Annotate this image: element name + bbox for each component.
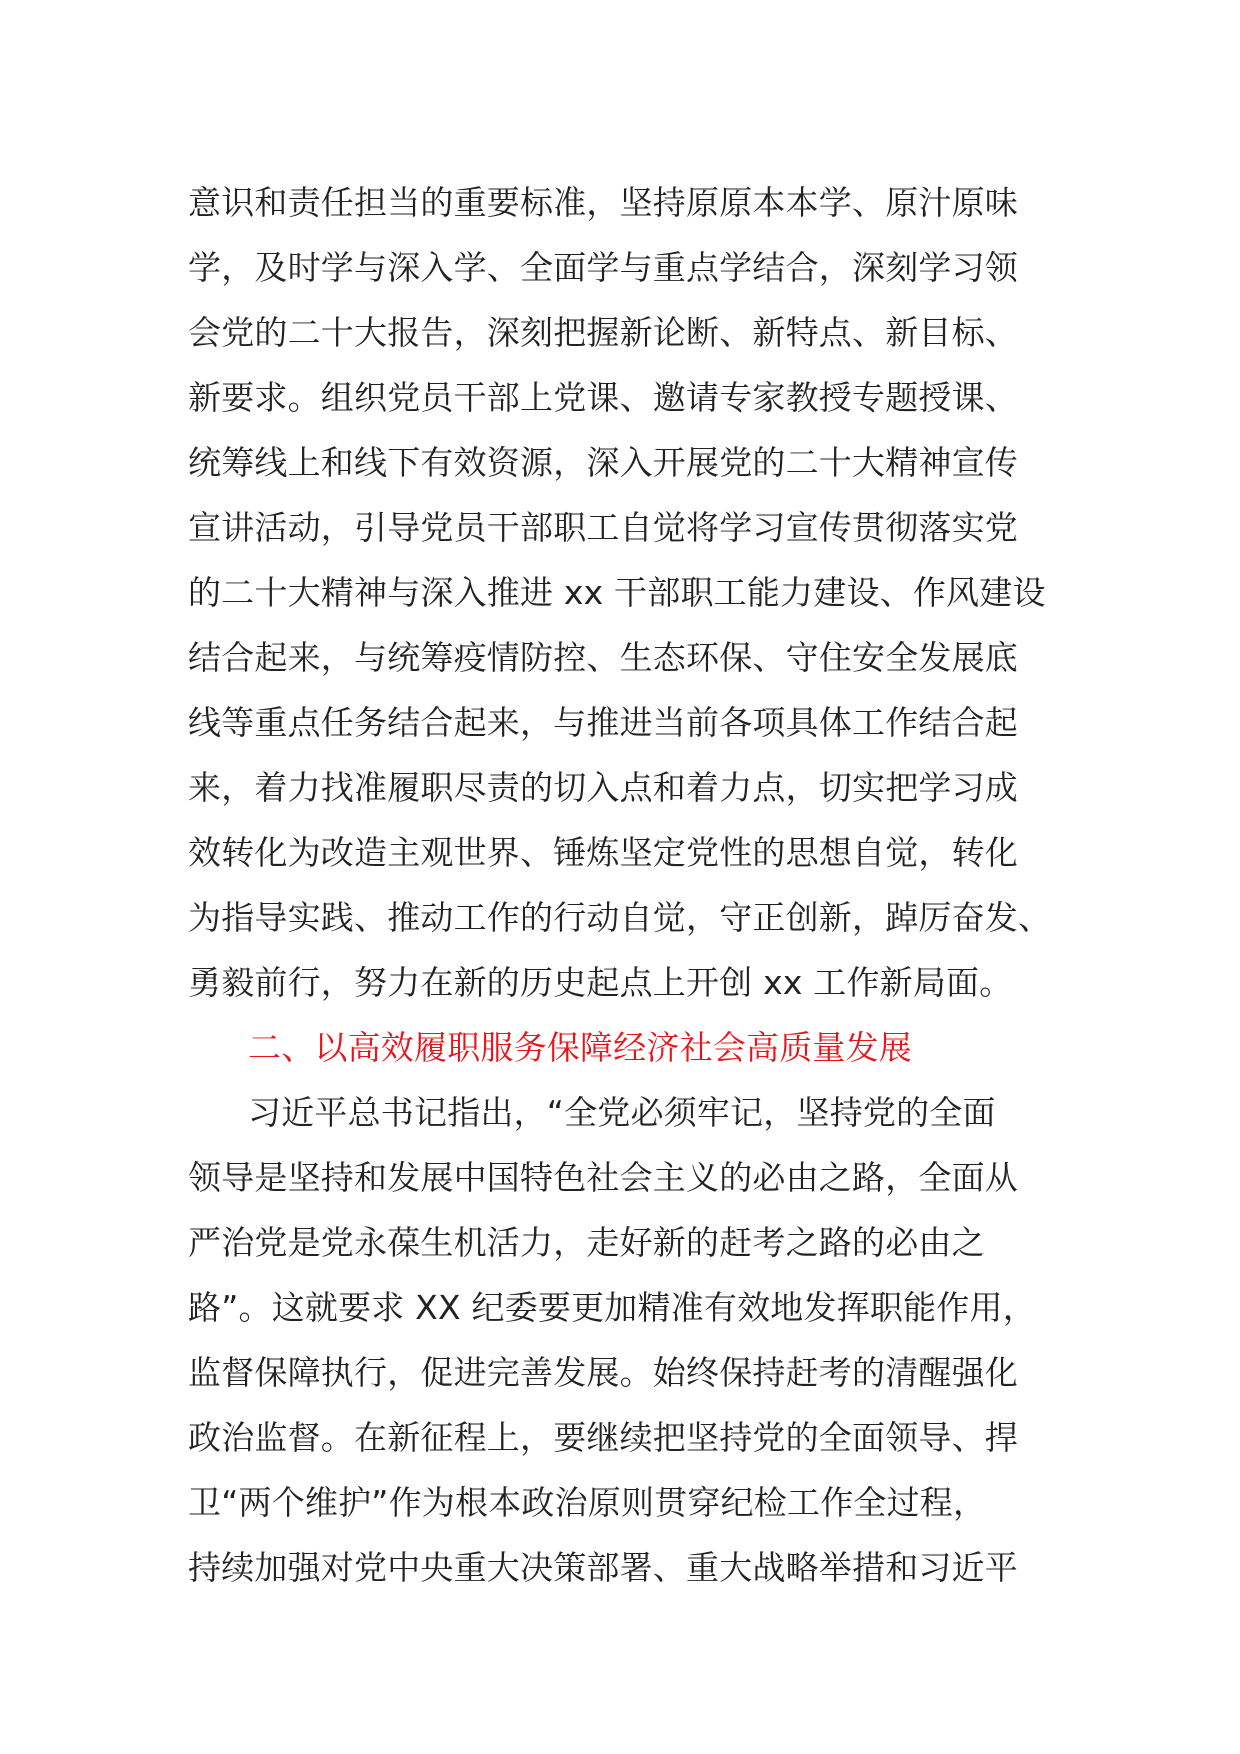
body-text-line: 习近平总书记指出，“全党必须牢记，坚持党的全面 <box>248 1093 996 1132</box>
body-text-line: 政治监督。在新征程上，要继续把坚持党的全面领导、捍 <box>188 1418 1018 1457</box>
body-text-line: 持续加强对党中央重大决策部署、重大战略举措和习近平 <box>188 1548 1018 1587</box>
body-text-line: 来，着力找准履职尽责的切入点和着力点，切实把学习成 <box>188 768 1018 807</box>
body-text-line: 严治党是党永葆生机活力，走好新的赶考之路的必由之 <box>188 1223 985 1262</box>
body-text-line: 领导是坚持和发展中国特色社会主义的必由之路，全面从 <box>188 1158 1018 1197</box>
body-text-line: 线等重点任务结合起来，与推进当前各项具体工作结合起 <box>188 703 1018 742</box>
body-text-line: 效转化为改造主观世界、锤炼坚定党性的思想自觉，转化 <box>188 833 1018 872</box>
body-text-line: 的二十大精神与深入推进 xx 干部职工能力建设、作风建设 <box>188 573 1046 612</box>
body-text-line: 学，及时学与深入学、全面学与重点学结合，深刻学习领 <box>188 248 1018 287</box>
body-text-line: 卫“两个维护”作为根本政治原则贯穿纪检工作全过程， <box>188 1483 987 1522</box>
document-body <box>188 170 1068 1600</box>
body-text-line: 新要求。组织党员干部上党课、邀请专家教授专题授课、 <box>188 378 1018 417</box>
body-text-line: 意识和责任担当的重要标准，坚持原原本本学、原汁原味 <box>188 183 1018 222</box>
section-heading: 二、以高效履职服务保障经济社会高质量发展 <box>248 1028 912 1067</box>
body-text-line: 监督保障执行，促进完善发展。始终保持赶考的清醒强化 <box>188 1353 1018 1392</box>
body-text-line: 勇毅前行，努力在新的历史起点上开创 xx 工作新局面。 <box>188 963 1013 1002</box>
body-text-line: 结合起来，与统筹疫情防控、生态环保、守住安全发展底 <box>188 638 1018 677</box>
body-text-line: 会党的二十大报告，深刻把握新论断、新特点、新目标、 <box>188 313 1018 352</box>
body-text-line: 统筹线上和线下有效资源，深入开展党的二十大精神宣传 <box>188 443 1018 482</box>
body-text-line: 宣讲活动，引导党员干部职工自觉将学习宣传贯彻落实党 <box>188 508 1018 547</box>
body-text-line: 为指导实践、推动工作的行动自觉，守正创新，踔厉奋发、 <box>188 898 1052 937</box>
body-text-line: 路”。这就要求 XX 纪委要更加精准有效地发挥职能作用， <box>188 1288 1036 1327</box>
